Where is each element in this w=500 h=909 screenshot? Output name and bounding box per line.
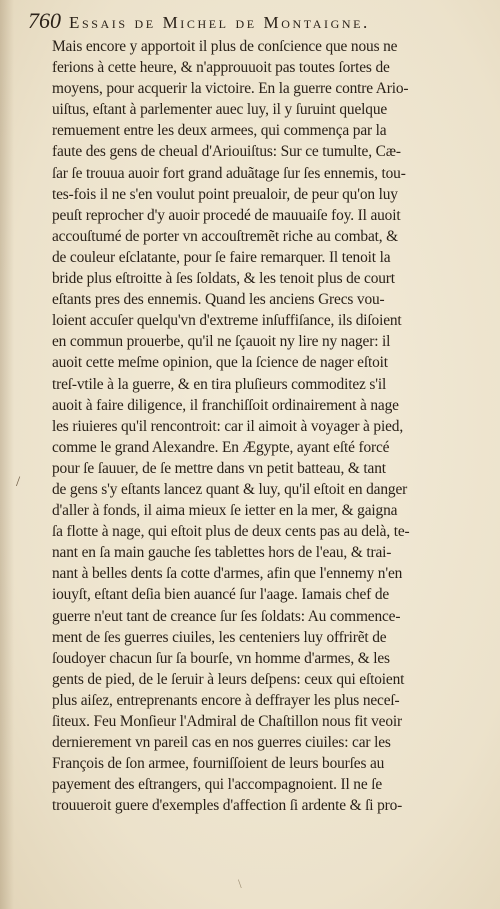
running-title: Essais de Michel de Montaigne.	[69, 13, 370, 32]
text-line: pour ſe ſauuer, de ſe mettre dans vn petit batteau, & tant	[52, 459, 386, 477]
text-line: ment de ſes guerres ciuiles, les centeniers luy offrirẽt de	[52, 628, 387, 646]
text-line: remuement entre les deux armees, qui commença par la	[52, 122, 387, 140]
text-line: plus aiſez, entreprenants encore à deffrayer les plus neceſ-	[52, 691, 400, 709]
text-line: uiſtus, eſtant à parlementer auec luy, il y ſuruint quelque	[52, 101, 388, 119]
text-line: dernierement vn pareil cas en nos guerres ciuiles: car les	[52, 734, 391, 752]
text-line: Mais encore y apportoit il plus de conſcience que nous ne	[52, 38, 398, 55]
text-line: comme le grand Alexandre. En Ægypte, ayant eſté forcé	[52, 438, 390, 456]
text-line: François de ſon armee, fourniſſoient de leurs bourſes au	[52, 755, 385, 773]
page-number: 760	[28, 8, 61, 33]
text-line: bride plus eſtroitte à ſes ſoldats, & les tenoit plus de court	[52, 270, 395, 288]
text-line: ſiteux. Feu Monſieur l'Admiral de Chaſtillon nous fit veoir	[52, 713, 402, 730]
text-line: accouſtumé de porter vn accouſtremẽt riche au combat, &	[52, 227, 399, 245]
text-line: ſoudoyer chacun ſur ſa bourſe, vn homme d'armes, & les	[52, 649, 390, 667]
text-line: peuſt reprocher d'y auoir procedé de mauuaiſe foy. Il auoit	[52, 206, 401, 224]
text-line: ſar ſe trouua auoir fort grand aduãtage ſur ſes ennemis, tou-	[52, 164, 406, 182]
text-line: trouueroit guere d'exemples d'affection ſi ardente & ſi pro-	[52, 797, 403, 815]
footer-mark: \	[238, 876, 242, 891]
text-line: faute des gens de cheual d'Ariouiſtus: Sur ce tumulte, Cæ-	[52, 143, 401, 161]
text-line: eſtants pres des ennemis. Quand les anciens Grecs vou-	[52, 291, 385, 309]
text-line: nant en ſa main gauche ſes tablettes hors de l'eau, & trai-	[52, 544, 392, 562]
text-line: moyens, pour acquerir la victoire. En la guerre contre Ario-	[52, 80, 409, 98]
text-line: tes-fois il ne s'en voulut point preualoir, de peur qu'on luy	[52, 185, 398, 203]
text-line: ſa flotte à nage, qui eſtoit plus de deux cents pas au delà, te-	[52, 523, 410, 541]
text-line: de gens s'y eſtants lancez quant & luy, qu'il eſtoit en danger	[52, 480, 408, 498]
text-line: auoit cette meſme opinion, que la ſcience de nager eſtoit	[52, 354, 388, 372]
marginal-mark: /	[16, 474, 21, 490]
running-head	[28, 8, 490, 36]
text-line: nant à belles dents ſa cotte d'armes, afin que l'ennemy n'en	[52, 565, 403, 583]
text-line: ferions à cette heure, & n'approuuoit pas toutes ſortes de	[52, 59, 390, 77]
text-line: les riuieres qu'il rencontroit: car il aimoit à voyager à pied,	[52, 417, 404, 435]
text-line: payement des eſtrangers, qui l'accompagnoient. Il ne ſe	[52, 776, 382, 794]
page-gutter-shadow	[0, 0, 14, 909]
text-line: d'aller à fonds, il aima mieux ſe ietter en la mer, & gaigna	[52, 502, 398, 520]
text-line: loient accuſer quelqu'vn d'extreme inſuffiſance, ils diſoient	[52, 312, 402, 330]
text-line: iouyſt, eſtant deſia bien auancé ſur l'aage. Iamais chef de	[52, 586, 390, 604]
text-line: en commun prouerbe, qu'il ne ſçauoit ny lire ny nager: il	[52, 333, 391, 351]
text-line: treſ-vtile à la guerre, & en tira pluſieurs commoditez s'il	[52, 375, 387, 393]
text-line: guerre n'eut tant de creance ſur ſes ſoldats: Au commence-	[52, 607, 401, 625]
body-text	[52, 36, 488, 815]
text-line: auoit à faire diligence, il franchiſſoit ordinairement à nage	[52, 396, 399, 414]
text-line: gents de pied, de le ſeruir à leurs deſpens: ceux qui eſtoient	[52, 670, 405, 688]
text-line: de couleur eſclatante, pour ſe faire remarquer. Il tenoit la	[52, 248, 391, 266]
